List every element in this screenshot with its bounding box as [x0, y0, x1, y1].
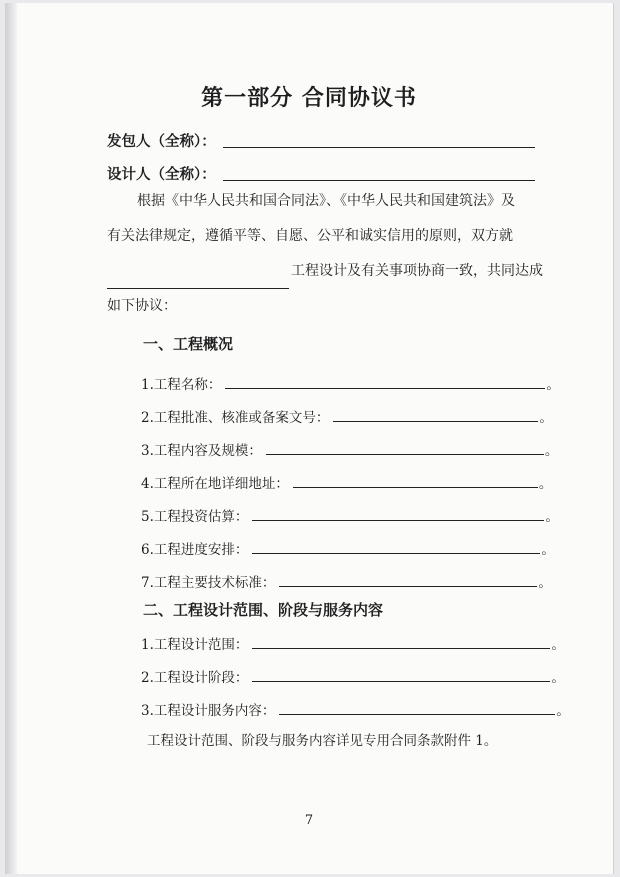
intro-line-3: [107, 254, 569, 289]
item-label: 2.工程批准、核准或备案文号：: [141, 410, 330, 426]
page-number: 7: [304, 813, 314, 828]
item-blank[interactable]: [225, 374, 545, 389]
item-label: 3.工程设计服务内容：: [141, 703, 276, 719]
item-design-scope: [141, 633, 565, 653]
document-page: [5, 3, 614, 874]
item-schedule: [141, 538, 555, 558]
section-2-heading: 二、工程设计范围、阶段与服务内容: [143, 601, 384, 619]
employer-label: 发包人（全称）：: [107, 133, 216, 150]
item-content-scale: [141, 439, 558, 459]
item-location-address: [141, 472, 552, 492]
item-end-mark: 。: [539, 410, 553, 426]
intro-line-1: 根据《中华人民共和国合同法》、《中华人民共和国建筑法》及: [137, 193, 515, 209]
section-1-heading: 一、工程概况: [143, 335, 234, 353]
item-end-mark: 。: [556, 703, 570, 719]
item-end-mark: 。: [551, 637, 565, 653]
intro-line-4: 如下协议：: [107, 298, 177, 314]
item-blank[interactable]: [252, 634, 550, 649]
item-end-mark: 。: [545, 509, 559, 525]
page-binding-edge: [5, 3, 17, 874]
intro-line-3-text: 工程设计及有关事项协商一致，共同达成: [291, 263, 543, 279]
item-blank[interactable]: [279, 572, 537, 587]
intro-line-2: 有关法律规定，遵循平等、自愿、公平和诚实信用的原则，双方就: [107, 228, 513, 244]
item-blank[interactable]: [252, 667, 550, 682]
item-end-mark: 。: [538, 575, 552, 591]
item-blank[interactable]: [293, 473, 538, 488]
item-label: 3.工程内容及规模：: [141, 443, 262, 459]
intro-paragraph: [107, 184, 569, 324]
item-blank[interactable]: [252, 506, 544, 521]
page-title: 第一部分 合同协议书: [201, 85, 417, 111]
item-end-mark: 。: [544, 443, 559, 459]
item-label: 2.工程设计阶段：: [141, 670, 249, 686]
item-end-mark: 。: [551, 670, 565, 686]
item-label: 1.工程设计范围：: [141, 637, 249, 653]
item-end-mark: 。: [546, 377, 560, 393]
item-label: 7.工程主要技术标准：: [141, 575, 276, 591]
item-label: 6.工程进度安排：: [141, 542, 249, 558]
item-blank[interactable]: [252, 539, 540, 554]
item-investment-estimate: [141, 505, 559, 525]
item-approval-number: [141, 406, 553, 426]
item-blank[interactable]: [333, 407, 538, 422]
item-technical-standards: [141, 571, 552, 591]
item-label: 4.工程所在地详细地址：: [141, 476, 289, 492]
item-end-mark: 。: [538, 476, 553, 492]
scope-note: 工程设计范围、阶段与服务内容详见专用合同条款附件 1。: [147, 733, 498, 749]
item-design-stage: [141, 666, 565, 686]
designer-name-blank[interactable]: [223, 180, 535, 181]
designer-label: 设计人（全称）：: [107, 166, 216, 183]
project-name-blank[interactable]: [107, 268, 289, 289]
item-blank[interactable]: [266, 440, 544, 455]
employer-name-blank[interactable]: [223, 147, 535, 148]
item-end-mark: 。: [541, 542, 555, 558]
item-project-name: [141, 373, 560, 393]
item-design-services: [141, 699, 570, 719]
item-label: 1.工程名称：: [141, 377, 222, 393]
item-label: 5.工程投资估算：: [141, 509, 249, 525]
item-blank[interactable]: [279, 700, 555, 715]
